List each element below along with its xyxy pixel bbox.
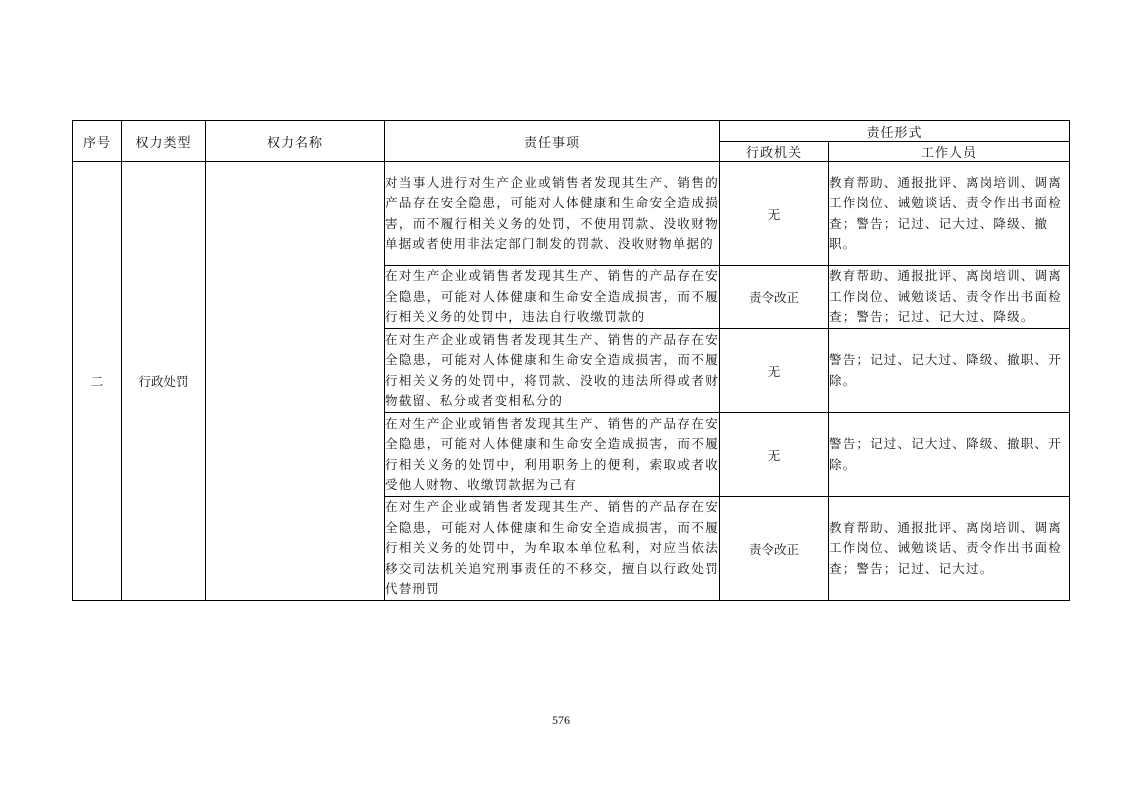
group-power-name: [206, 162, 385, 601]
header-power-type: 权力类型: [122, 121, 206, 162]
header-agency: 行政机关: [720, 142, 829, 162]
header-index: 序号: [73, 121, 122, 162]
header-responsibility-form: 责任形式: [720, 121, 1070, 142]
header-row: [73, 121, 1070, 142]
responsibility-matter: 在对生产企业或销售者发现其生产、销售的产品存在安全隐患，可能对人体健康和生命安全造成损害，而不履行相关义务的处罚中，利用职务上的便利，索取或者收受他人财物、收缴罚款据为己有: [385, 413, 720, 497]
page-number: 576: [552, 713, 570, 727]
staff-form: 警告；记过、记大过、降级、撤职、开除。: [829, 413, 1070, 497]
staff-form: 警告；记过、记大过、降级、撤职、开除。: [829, 329, 1070, 413]
agency-form: 无: [720, 162, 829, 266]
staff-form: 教育帮助、通报批评、离岗培训、调离工作岗位、诫勉谈话、责令作出书面检查；警告；记过、记大过。: [829, 497, 1070, 601]
agency-form: 责令改正: [720, 497, 829, 601]
agency-form: 无: [720, 329, 829, 413]
table-row: [73, 162, 1070, 266]
header-staff: 工作人员: [829, 142, 1070, 162]
responsibility-matter: 在对生产企业或销售者发现其生产、销售的产品存在安全隐患，可能对人体健康和生命安全造成损害，而不履行相关义务的处罚中，将罚款、没收的违法所得或者财物截留、私分或者变相私分的: [385, 329, 720, 413]
responsibility-table: [72, 120, 1070, 601]
staff-form: 教育帮助、通报批评、离岗培训、调离工作岗位、诫勉谈话、责令作出书面检查；警告；记过、记大过、降级、撤职。: [829, 162, 1070, 266]
header-power-name: 权力名称: [206, 121, 385, 162]
group-power-type: 行政处罚: [122, 162, 206, 601]
responsibility-matter: 对当事人进行对生产企业或销售者发现其生产、销售的产品存在安全隐患，可能对人体健康和生命安全造成损害，而不履行相关义务的处罚，不使用罚款、没收财物单据或者使用非法定部门制发的罚款、没收财物单据的: [385, 162, 720, 266]
staff-form: 教育帮助、通报批评、离岗培训、调离工作岗位、诫勉谈话、责令作出书面检查；警告；记过、记大过、降级。: [829, 266, 1070, 329]
responsibility-matter: 在对生产企业或销售者发现其生产、销售的产品存在安全隐患，可能对人体健康和生命安全造成损害，而不履行相关义务的处罚中，为牟取本单位私利，对应当依法移交司法机关追究刑事责任的不移交，擅自以行政处罚代替刑罚: [385, 497, 720, 601]
agency-form: 无: [720, 413, 829, 497]
agency-form: 责令改正: [720, 266, 829, 329]
group-index: 二: [73, 162, 122, 601]
responsibility-matter: 在对生产企业或销售者发现其生产、销售的产品存在安全隐患，可能对人体健康和生命安全造成损害，而不履行相关义务的处罚中，违法自行收缴罚款的: [385, 266, 720, 329]
header-responsibility: 责任事项: [385, 121, 720, 162]
